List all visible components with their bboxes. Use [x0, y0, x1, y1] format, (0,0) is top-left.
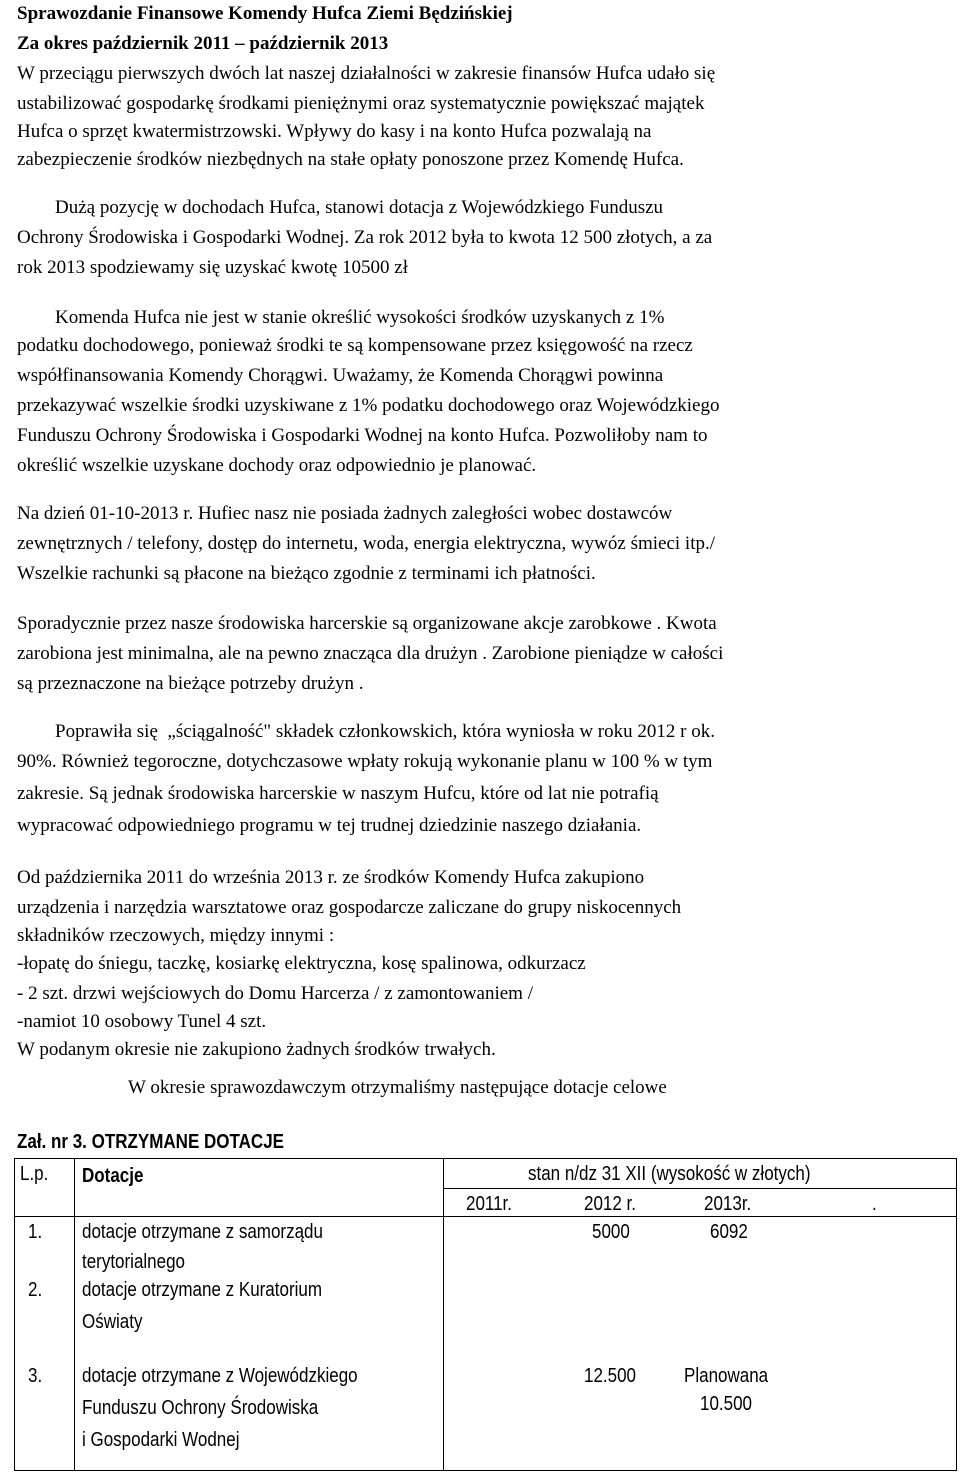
- paragraph-line: urządzenia i narzędzia warsztatowe oraz gospodarcze zaliczane do grupy niskocennych: [17, 897, 682, 918]
- paragraph-line: wypracować odpowiedniego programu w tej trudnej dziedzinie naszego działania.: [17, 815, 642, 836]
- table-border: [956, 1158, 957, 1470]
- paragraph-line: Funduszu Ochrony Środowiska i Gospodarki Wodnej na konto Hufca. Pozwoliłoby nam to: [17, 425, 708, 446]
- document-title: Sprawozdanie Finansowe Komendy Hufca Ziemi Będzińskiej: [17, 3, 513, 24]
- row-value-2013: Planowana: [684, 1365, 769, 1387]
- header-lp: L.p.: [20, 1163, 49, 1185]
- header-dotacje: Dotacje: [82, 1165, 144, 1187]
- paragraph-line: zabezpieczenie środków niezbędnych na stałe opłaty ponoszone przez Komendę Hufca.: [17, 149, 684, 170]
- table-border: [443, 1188, 957, 1189]
- row-value-2013: 10.500: [700, 1393, 752, 1415]
- paragraph-line: -namiot 10 osobowy Tunel 4 szt.: [17, 1011, 267, 1032]
- row-lp: 3.: [28, 1365, 43, 1387]
- paragraph-line: zakresie. Są jednak środowiska harcerskie w naszym Hufcu, które od lat nie potrafią: [17, 783, 659, 804]
- row-lp: 2.: [28, 1279, 43, 1301]
- row-name: dotacje otrzymane z samorządu: [82, 1221, 323, 1243]
- table-title: Zał. nr 3. OTRZYMANE DOTACJE: [17, 1131, 284, 1153]
- document-period: Za okres październik 2011 – październik 2013: [17, 33, 389, 54]
- row-value-2012: 12.500: [584, 1365, 636, 1387]
- row-name: dotacje otrzymane z Kuratorium: [82, 1279, 322, 1301]
- table-border: [14, 1158, 15, 1470]
- paragraph-line: składników rzeczowych, między innymi :: [17, 925, 335, 946]
- header-year-extra: .: [872, 1193, 877, 1215]
- paragraph-line: -łopatę do śniegu, taczkę, kosiarkę elektryczna, kosę spalinowa, odkurzacz: [17, 953, 586, 974]
- paragraph-line: Komenda Hufca nie jest w stanie określić wysokości środków uzyskanych z 1%: [17, 307, 665, 328]
- paragraph-line: Wszelkie rachunki są płacone na bieżąco zgodnie z terminami ich płatności.: [17, 563, 596, 584]
- paragraph-line: przekazywać wszelkie środki uzyskiwane z 1% podatku dochodowego oraz Wojewódzkiego: [17, 395, 720, 416]
- row-lp: 1.: [28, 1221, 43, 1243]
- paragraph-line: 90%. Również tegoroczne, dotychczasowe wpłaty rokują wykonanie planu w 100 % w tym: [17, 751, 713, 772]
- header-year-2011: 2011r.: [466, 1193, 513, 1215]
- paragraph-line: W podanym okresie nie zakupiono żadnych środków trwałych.: [17, 1039, 496, 1060]
- paragraph-line: Na dzień 01-10-2013 r. Hufiec nasz nie posiada żadnych zaległości wobec dostawców: [17, 503, 673, 524]
- paragraph-line: rok 2013 spodziewamy się uzyskać kwotę 10500 zł: [17, 257, 408, 278]
- table-border: [74, 1158, 75, 1470]
- row-name: Funduszu Ochrony Środowiska: [82, 1397, 319, 1419]
- paragraph-line: Poprawiła się „ściągalność" składek członkowskich, która wyniosła w roku 2012 r ok.: [17, 721, 715, 742]
- paragraph-line: zewnętrznych / telefony, dostęp do internetu, woda, energia elektryczna, wywóz śmieci itp./: [17, 533, 715, 554]
- table-border: [443, 1158, 444, 1470]
- header-year-2012: 2012 r.: [584, 1193, 636, 1215]
- row-name: terytorialnego: [82, 1251, 186, 1273]
- paragraph-line: Sporadycznie przez nasze środowiska harcerskie są organizowane akcje zarobkowe . Kwota: [17, 613, 717, 634]
- row-name: Oświaty: [82, 1311, 143, 1333]
- paragraph-line: Dużą pozycję w dochodach Hufca, stanowi dotacja z Wojewódzkiego Funduszu: [17, 197, 664, 218]
- header-year-2013: 2013r.: [704, 1193, 752, 1215]
- paragraph-line: Hufca o sprzęt kwatermistrzowski. Wpływy do kasy i na konto Hufca pozwalają na: [17, 121, 652, 142]
- paragraph-line: Od października 2011 do września 2013 r. ze środków Komendy Hufca zakupiono: [17, 867, 645, 888]
- paragraph-line: podatku dochodowego, ponieważ środki te są kompensowane przez księgowość na rzecz: [17, 335, 693, 356]
- paragraph-line: W okresie sprawozdawczym otrzymaliśmy następujące dotacje celowe: [128, 1077, 667, 1098]
- row-name: dotacje otrzymane z Wojewódzkiego: [82, 1365, 358, 1387]
- header-stan: stan n/dz 31 XII (wysokość w złotych): [528, 1163, 811, 1185]
- row-value-2013: 6092: [710, 1221, 748, 1243]
- row-name: i Gospodarki Wodnej: [82, 1429, 240, 1451]
- paragraph-line: są przeznaczone na bieżące potrzeby drużyn .: [17, 673, 364, 694]
- paragraph-line: określić wszelkie uzyskane dochody oraz odpowiednio je planować.: [17, 455, 537, 476]
- paragraph-line: - 2 szt. drzwi wejściowych do Domu Harcerza / z zamontowaniem /: [17, 983, 533, 1004]
- paragraph-line: zarobiona jest minimalna, ale na pewno znacząca dla drużyn . Zarobione pieniądze w całości: [17, 643, 724, 664]
- table-border: [14, 1158, 957, 1159]
- table-border: [14, 1470, 957, 1471]
- paragraph-line: Ochrony Środowiska i Gospodarki Wodnej. Za rok 2012 była to kwota 12 500 złotych, a za: [17, 227, 713, 248]
- row-value-2012: 5000: [592, 1221, 630, 1243]
- paragraph-line: współfinansowania Komendy Chorągwi. Uważamy, że Komenda Chorągwi powinna: [17, 365, 664, 386]
- paragraph-line: W przeciągu pierwszych dwóch lat naszej działalności w zakresie finansów Hufca udało się: [17, 63, 716, 84]
- paragraph-line: ustabilizować gospodarkę środkami pieniężnymi oraz systematycznie powiększać majątek: [17, 93, 705, 114]
